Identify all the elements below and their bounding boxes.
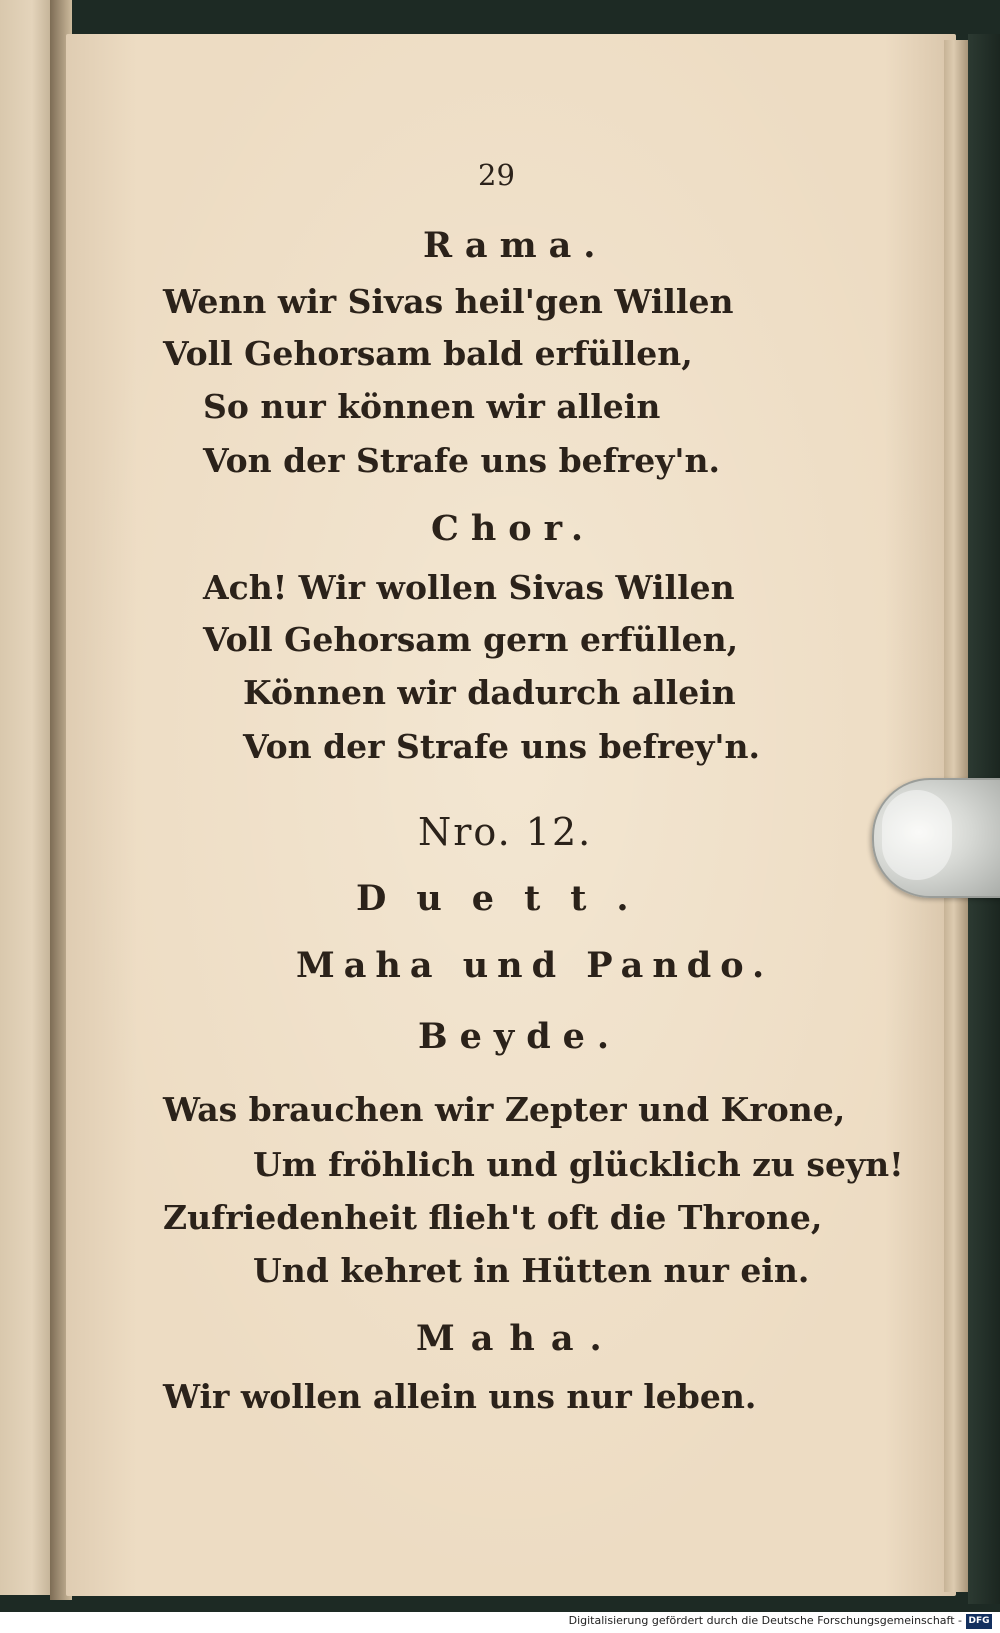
- chor-line-2: Voll Gehorsam gern erfüllen,: [203, 620, 739, 659]
- heading-persons: Maha und Pando.: [296, 945, 774, 986]
- heading-duett: Duett.: [356, 878, 659, 919]
- page-clip-highlight: [882, 790, 952, 880]
- beyde-line-2: Um fröhlich und glücklich zu seyn!: [253, 1145, 904, 1184]
- beyde-line-1: Was brauchen wir Zepter und Krone,: [163, 1090, 846, 1129]
- rama-line-1: Wenn wir Sivas heil'gen Willen: [163, 282, 734, 321]
- page-number: 29: [478, 158, 515, 192]
- heading-maha: Maha.: [416, 1318, 618, 1359]
- beyde-line-3: Zufriedenheit flieh't oft die Throne,: [163, 1198, 823, 1237]
- rama-line-4: Von der Strafe uns befrey'n.: [203, 441, 720, 480]
- chor-line-1: Ach! Wir wollen Sivas Willen: [203, 568, 735, 607]
- digitization-credit: Digitalisierung gefördert durch die Deutsche Forschungsgemeinschaft -: [568, 1614, 962, 1627]
- heading-beyde: Beyde.: [418, 1016, 622, 1057]
- heading-chor: Chor.: [431, 508, 596, 549]
- number-heading: Nro. 12.: [418, 810, 593, 854]
- rama-line-3: So nur können wir allein: [203, 387, 661, 426]
- maha-line-1: Wir wollen allein uns nur leben.: [163, 1377, 757, 1416]
- rama-line-2: Voll Gehorsam bald erfüllen,: [163, 334, 693, 373]
- heading-rama: Rama.: [423, 225, 608, 266]
- beyde-line-4: Und kehret in Hütten nur ein.: [253, 1251, 810, 1290]
- dfg-logo: DFG: [966, 1614, 992, 1629]
- chor-line-4: Von der Strafe uns befrey'n.: [243, 727, 760, 766]
- chor-line-3: Können wir dadurch allein: [243, 673, 736, 712]
